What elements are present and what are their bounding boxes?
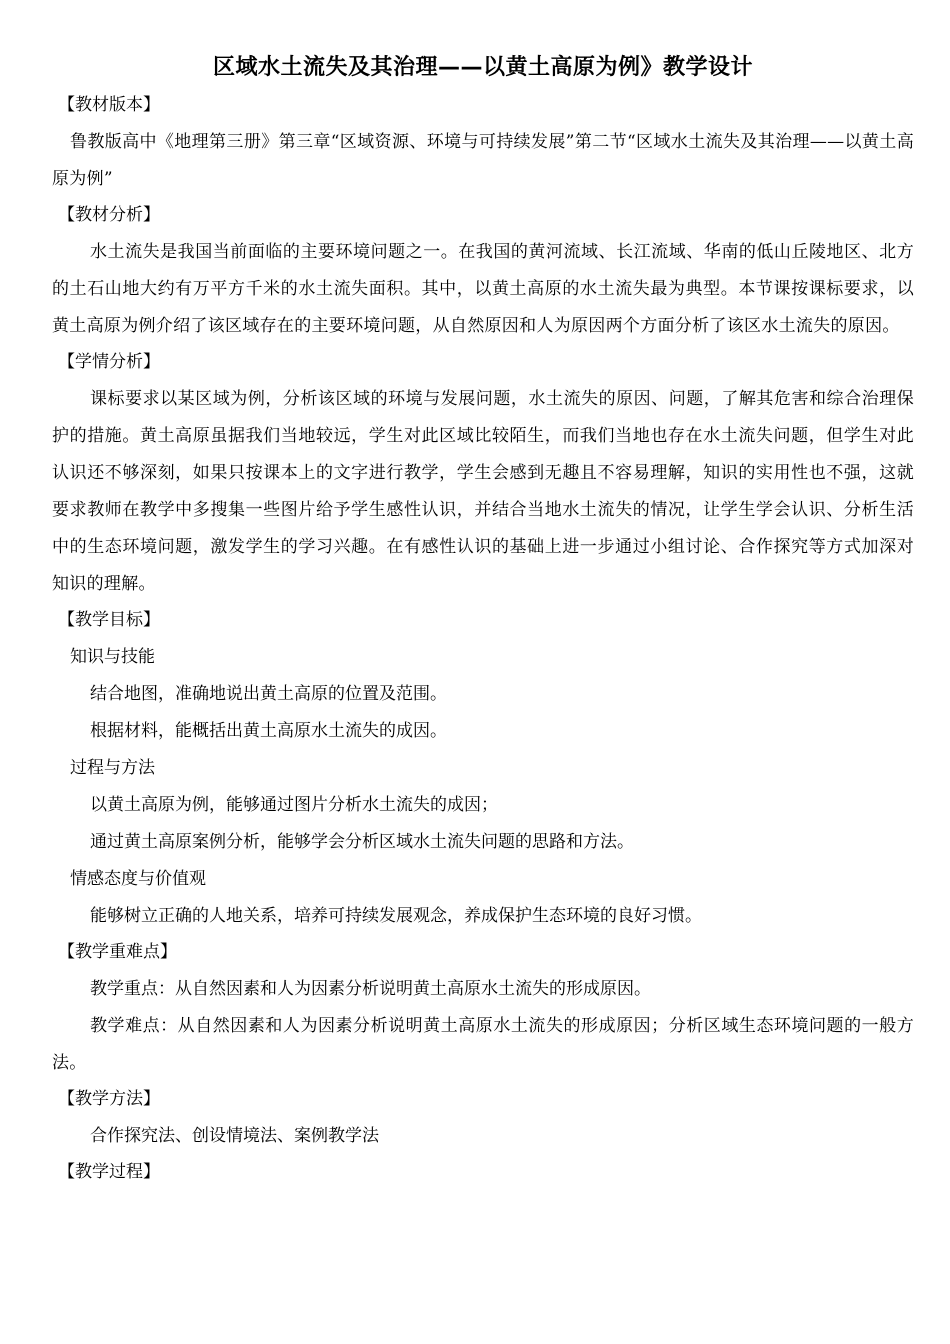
section-paragraph: 水土流失是我国当前面临的主要环境问题之一。在我国的黄河流域、长江流域、华南的低山丘陵地区、北方的土石山地大约有万平方千米的水土流失面积。其中，以黄土高原的水土流失最为典型。本节课按课标要求，以黄土高原为例介绍了该区域存在的主要环境问题，从自然原因和人为原因两个方面分析了该区水土流失的原因。: [52, 242, 914, 336]
teaching-focus: 教学重点：从自然因素和人为因素分析说明黄土高原水土流失的形成原因。: [90, 979, 651, 999]
section-heading: 【教学方法】: [58, 1089, 160, 1109]
objective-item: 结合地图，准确地说出黄土高原的位置及范围。: [90, 684, 447, 704]
section-heading: 【教材版本】: [58, 95, 160, 115]
document-title: 区域水土流失及其治理——以黄土高原为例》教学设计: [212, 55, 753, 80]
objective-subheading-knowledge: 知识与技能: [70, 647, 155, 667]
section-textbook-analysis: [52, 200, 914, 345]
section-textbook-version: [52, 90, 914, 198]
section-heading: 【教学过程】: [58, 1162, 160, 1182]
objective-item: 根据材料，能概括出黄土高原水土流失的成因。: [90, 721, 447, 741]
section-heading: 【教材分析】: [58, 205, 160, 225]
section-paragraph: 鲁教版高中《地理第三册》第三章“区域资源、环境与可持续发展”第二节“区域水土流失及其治理——以黄土高原为例”: [52, 132, 914, 189]
section-student-analysis: [52, 347, 914, 603]
section-methods: [52, 1084, 914, 1155]
objective-subheading-emotion: 情感态度与价值观: [70, 869, 206, 889]
methods-text: 合作探究法、创设情境法、案例教学法: [90, 1126, 379, 1146]
section-objectives: [52, 605, 914, 935]
objective-item: 通过黄土高原案例分析，能够学会分析区域水土流失问题的思路和方法。: [90, 832, 634, 852]
section-paragraph: 课标要求以某区域为例，分析该区域的环境与发展问题，水土流失的原因、问题，了解其危害和综合治理保护的措施。黄土高原虽据我们当地较远，学生对此区域比较陌生，而我们当地也存在水土流失问题，但学生对此认识还不够深刻，如果只按课本上的文字进行教学，学生会感到无趣且不容易理解，知识的实用性也不强，这就要求教师在教学中多搜集一些图片给予学生感性认识，并结合当地水土流失的情况，让学生学会认识、分析生活中的生态环境问题，激发学生的学习兴趣。在有感性认识的基础上进一步通过小组讨论、合作探究等方式加深对知识的理解。: [52, 389, 914, 594]
objective-item: 以黄土高原为例，能够通过图片分析水土流失的成因；: [90, 795, 498, 815]
section-heading: 【教学目标】: [58, 610, 160, 630]
section-key-points: [52, 937, 914, 1082]
section-process: [52, 1157, 914, 1187]
section-heading: 【教学重难点】: [58, 942, 177, 962]
objective-item: 能够树立正确的人地关系，培养可持续发展观念，养成保护生态环境的良好习惯。: [90, 906, 702, 926]
teaching-difficulty: 教学难点：从自然因素和人为因素分析说明黄土高原水土流失的形成原因；分析区域生态环境问题的一般方法。: [52, 1016, 914, 1073]
document-page: [52, 52, 914, 1191]
section-heading: 【学情分析】: [58, 352, 160, 372]
objective-subheading-process: 过程与方法: [70, 758, 155, 778]
